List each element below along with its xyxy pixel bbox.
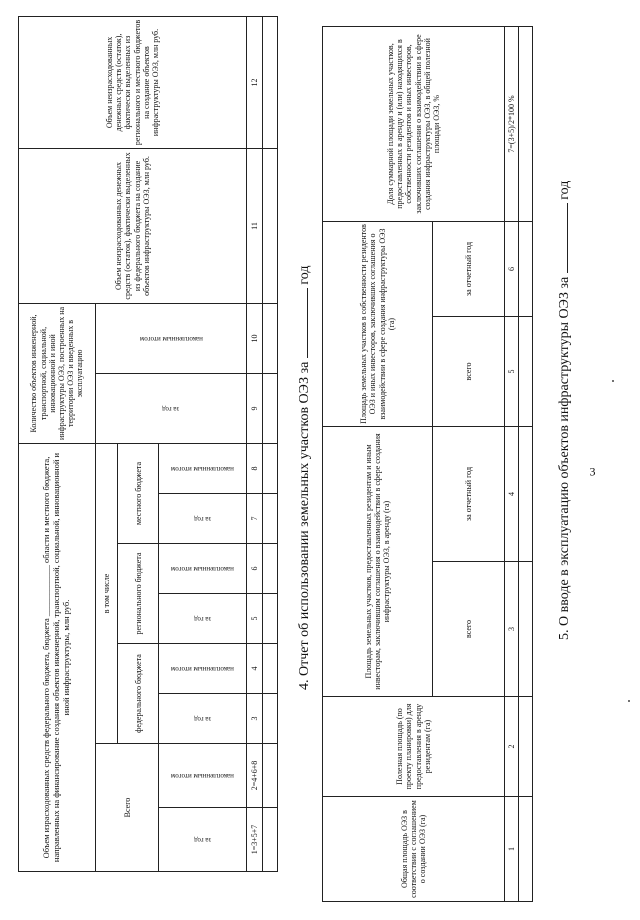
- col-number: 12: [247, 16, 262, 148]
- unspent-regional-header: Объем неизрасходованных денежных средств (остаток), фактически выделенных из регионального и местного бюджетов на создание объектов инфраструктуры ОЭЗ, млн руб.: [19, 16, 247, 148]
- owned-area-header: Площадь земельных участков в собственности резидентов ОЭЗ и иных инвесторов, заключивших соглашения о взаимодействии в сфере создания инфраструктуры ОЭЗ (га): [323, 221, 433, 426]
- col-number: 5: [247, 594, 262, 644]
- page-number: 3: [589, 464, 596, 479]
- col-number: 5: [505, 316, 519, 426]
- per-year-header: за год: [159, 808, 247, 872]
- budget-header: Объем израсходованных средств федерального бюджета, бюджета ____________ области и местного бюджета, направленных на финансирование создания объектов инженерной, транспортной, социальной, инновационной и иной инфраструктуры, млн руб.: [19, 443, 96, 871]
- cumulative-header: накопленным итогом: [159, 544, 247, 594]
- section-4-title: 4. Отчет об использовании земельных участков ОЭЗ за год: [297, 265, 312, 690]
- empty-cell: [262, 16, 277, 148]
- regional-header: регионального бюджета: [117, 544, 159, 644]
- total-area-header: Общая площадь ОЭЗ в соответствии с соглашением о создании ОЭЗ (га): [323, 797, 505, 902]
- report-year-subheader: за отчетный год: [433, 221, 505, 316]
- section-5-title: 5. О вводе в эксплуатацию объектов инфраструктуры ОЭЗ за год: [557, 180, 572, 640]
- col-number: 8: [247, 443, 262, 493]
- leased-area-header: Площадь земельных участков, предоставленных резидентам и иным инвесторам, заключившим соглашения о взаимодействии в сфере создания инфраструктуры ОЭЗ, в аренду (га): [323, 426, 433, 696]
- empty-cell: [262, 694, 277, 744]
- including-header: в том числе: [95, 443, 117, 743]
- land-use-table: [322, 26, 533, 902]
- empty-cell: [262, 808, 277, 872]
- col-number: 10: [247, 303, 262, 373]
- empty-cell: [519, 221, 533, 316]
- empty-cell: [519, 426, 533, 561]
- per-year-header: за год: [159, 494, 247, 544]
- empty-cell: [262, 544, 277, 594]
- cumulative-header: накопленным итогом: [159, 443, 247, 493]
- col-number: 7: [247, 494, 262, 544]
- empty-cell: [262, 443, 277, 493]
- budget-table: [18, 16, 278, 872]
- empty-cell: [519, 316, 533, 426]
- empty-cell: [262, 744, 277, 808]
- empty-cell: [262, 494, 277, 544]
- per-year-header: за год: [95, 373, 246, 443]
- col-number: 4: [247, 644, 262, 694]
- col-number: 2=4+6+8: [247, 744, 262, 808]
- empty-cell: [262, 303, 277, 373]
- col-number: 1=3+5+7: [247, 808, 262, 872]
- report-year-subheader: за отчетный год: [433, 426, 505, 561]
- total-subheader: всего: [433, 316, 505, 426]
- col-number: 3: [247, 694, 262, 744]
- unspent-federal-header: Объем неизрасходованных денежных средств (остаток), фактически выделенных из федерального бюджета на создание объектов инфраструктуры ОЭЗ, млн руб.: [19, 148, 247, 303]
- empty-cell: [262, 373, 277, 443]
- cumulative-header: накопленным итогом: [159, 744, 247, 808]
- total-subheader: всего: [433, 562, 505, 697]
- col-number: 7=(3+5)/2*100 %: [505, 26, 519, 221]
- per-year-header: за год: [159, 694, 247, 744]
- empty-cell: [262, 644, 277, 694]
- empty-cell: [262, 594, 277, 644]
- col-number: 1: [505, 797, 519, 902]
- cumulative-header: накопленным итогом: [159, 644, 247, 694]
- total-header: Всего: [95, 744, 159, 872]
- col-number: 6: [247, 544, 262, 594]
- useful-area-header: Полезная площадь (по проекту планировки) для предоставления в аренду резидентам (га): [323, 697, 505, 797]
- per-year-header: за год: [159, 594, 247, 644]
- empty-cell: [519, 697, 533, 797]
- col-number: 9: [247, 373, 262, 443]
- col-number: 4: [505, 426, 519, 561]
- federal-header: федерального бюджета: [117, 644, 159, 744]
- empty-cell: [519, 26, 533, 221]
- col-number: 2: [505, 697, 519, 797]
- empty-cell: [262, 148, 277, 303]
- col-number: 11: [247, 148, 262, 303]
- local-header: местного бюджета: [117, 443, 159, 543]
- objects-count-header: Количество объектов инженерной, транспортной, социальной, инновационной и иной инфраструктуры ОЭЗ, построенных на территории ОЭЗ и введенных в эксплуатацию: [19, 303, 96, 443]
- cumulative-header: накопленным итогом: [95, 303, 246, 373]
- empty-cell: [519, 797, 533, 902]
- col-number: 3: [505, 562, 519, 697]
- share-header: Доля суммарной площади земельных участков, предоставленных в аренду и (или) находящихся в собственности резидентов и иных инвесторов, заключивших соглашения о взаимодействии в сфере создания инфраструктуры ОЭЗ, в общей полезной площади ОЭЗ, %: [323, 26, 505, 221]
- col-number: 6: [505, 221, 519, 316]
- empty-cell: [519, 562, 533, 697]
